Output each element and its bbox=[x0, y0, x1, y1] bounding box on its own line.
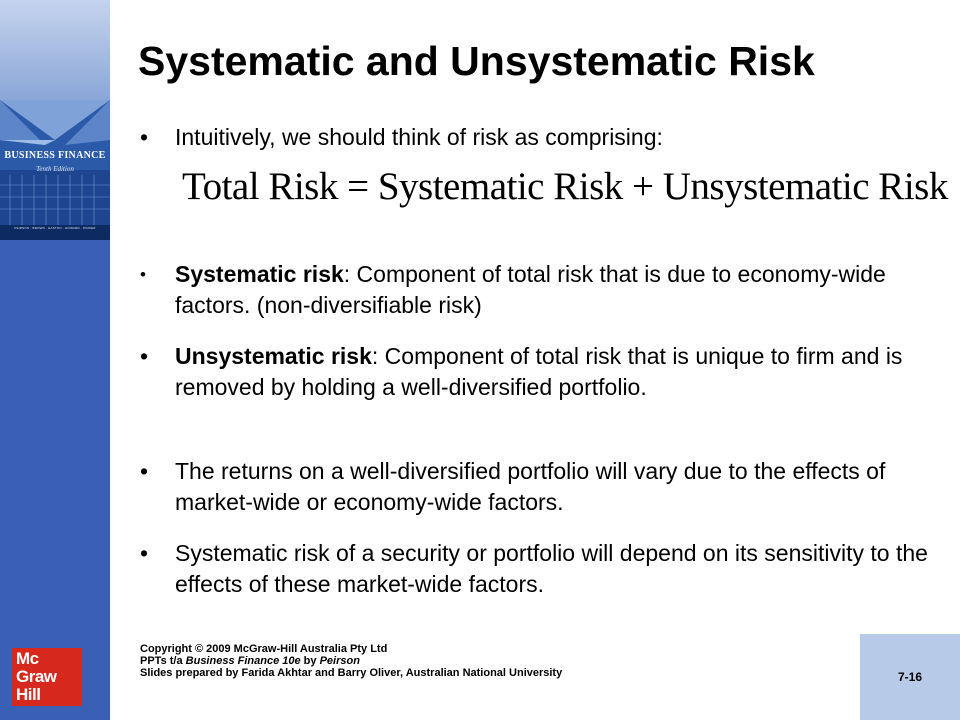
bullet-dot: • bbox=[140, 540, 149, 566]
bullet-body: : Component of total risk that is due to economy-wide factors. (non-diversifiable risk) bbox=[175, 261, 886, 318]
bullet-sensitivity bbox=[140, 538, 940, 600]
slides-credit-line: Slides prepared by Farida Akhtar and Barry Oliver, Australian National University bbox=[140, 667, 563, 679]
book-author: Peirson bbox=[319, 655, 360, 667]
bullet-dot: • bbox=[140, 124, 149, 150]
risk-formula: Total Risk = Systematic Risk + Unsystematic Risk bbox=[182, 165, 948, 208]
page-number-box bbox=[860, 634, 960, 720]
copyright-line: Copyright © 2009 McGraw-Hill Australia Pty Ltd bbox=[140, 643, 388, 655]
bullet-text: The returns on a well-diversified portfolio will vary due to the effects of market-wide or economy-wide factors. bbox=[175, 458, 886, 515]
bullet-dot: • bbox=[140, 458, 149, 484]
bullet-dot: • bbox=[140, 343, 149, 369]
bullet-body: : Component of total risk that is unique to firm and is removed by holding a well-diversified portfolio. bbox=[175, 343, 903, 400]
cover-edition: Tenth Edition bbox=[36, 165, 74, 173]
logo-line: Mc bbox=[16, 649, 39, 668]
book-cover-image bbox=[0, 100, 110, 240]
page-number: 7-16 bbox=[897, 670, 923, 684]
bullet-text: Systematic risk of a security or portfolio will depend on its sensitivity to the effects of these market-wide factors. bbox=[175, 540, 928, 597]
copyright-notice bbox=[140, 643, 562, 679]
logo-line: Graw bbox=[16, 667, 57, 686]
bullet-intro bbox=[140, 122, 940, 153]
logo-line: Hill bbox=[16, 685, 41, 704]
bullet-systematic bbox=[140, 259, 940, 321]
book-title: Business Finance 10e bbox=[185, 655, 301, 667]
bullet-unsystematic bbox=[140, 341, 940, 403]
bullet-diversified-returns bbox=[140, 456, 940, 518]
bullet-intro-text: Intuitively, we should think of risk as comprising: bbox=[175, 124, 663, 150]
bullet-text bbox=[175, 259, 940, 321]
bullet-term: Systematic risk bbox=[175, 261, 344, 287]
ppt-credit-prefix: PPTs t/a bbox=[140, 655, 186, 667]
bullet-term: Unsystematic risk bbox=[175, 343, 372, 369]
cover-authors: PEIRSON · BROWN · EASTON · HOWARD · PINDER bbox=[14, 226, 96, 230]
bullet-text bbox=[175, 341, 940, 403]
sidebar-gradient bbox=[0, 0, 110, 100]
slide-title: Systematic and Unsystematic Risk bbox=[138, 38, 815, 84]
cover-title: BUSINESS FINANCE bbox=[4, 150, 106, 161]
ppt-credit-by: by bbox=[300, 655, 320, 667]
ppt-credit-line bbox=[140, 655, 562, 667]
mcgraw-hill-logo bbox=[12, 648, 82, 706]
bullet-dot: • bbox=[140, 265, 146, 284]
